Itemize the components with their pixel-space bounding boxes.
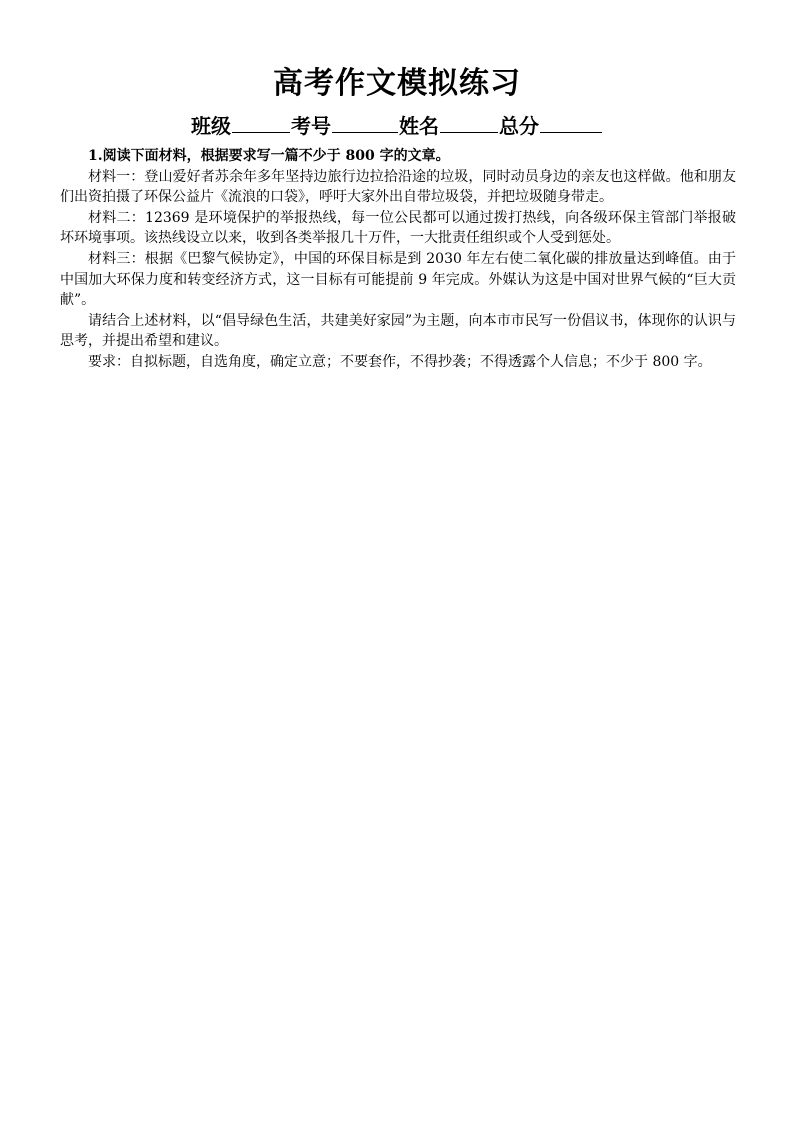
writing-requirements: 要求：自拟标题，自选角度，确定立意；不要套作，不得抄袭；不得透露个人信息；不少于 800 字。 — [88, 353, 712, 370]
material-one: 材料一：登山爱好者苏余年多年坚持边旅行边拉拾沿途的垃圾，同时动员身边的亲友也这样做。他和朋友们出资拍摄了环保公益片《流浪的口袋》，呼吁大家外出自带垃圾袋，并把垃圾随身带走。 — [60, 168, 736, 206]
exam-no-label: 考号 — [291, 114, 331, 138]
score-label: 总分 — [499, 114, 539, 138]
writing-prompt: 请结合上述材料，以“倡导绿色生活，共建美好家园”为主题，向本市市民写一份倡议书，体现你的认识与思考，并提出希望和建议。 — [60, 312, 736, 350]
material-two: 材料二：12369 是环境保护的举报热线，每一位公民都可以通过拨打热线，向各级环保主管部门举报破坏环境事项。该热线设立以来，收到各类举报几十万件，一大批责任组织或个人受到惩处。 — [60, 209, 736, 247]
material-three: 材料三：根据《巴黎气候协定》，中国的环保目标是到 2030 年左右使二氧化碳的排放量达到峰值。由于中国加大环保力度和转变经济方式，这一目标有可能提前 9 年完成。外媒认为这是中国对世界气候的“巨大贡献”。 — [60, 250, 736, 309]
class-blank — [232, 114, 290, 133]
student-info-line — [0, 110, 794, 139]
page-title: 高考作文模拟练习 — [273, 66, 521, 101]
name-label: 姓名 — [399, 114, 439, 138]
question-heading: 1.阅读下面材料，根据要求写一篇不少于 800 字的文章。 — [88, 148, 450, 164]
name-blank — [440, 114, 498, 133]
score-blank — [540, 114, 602, 133]
class-label: 班级 — [191, 114, 231, 138]
exam-no-blank — [332, 114, 398, 133]
question-body — [60, 146, 736, 373]
